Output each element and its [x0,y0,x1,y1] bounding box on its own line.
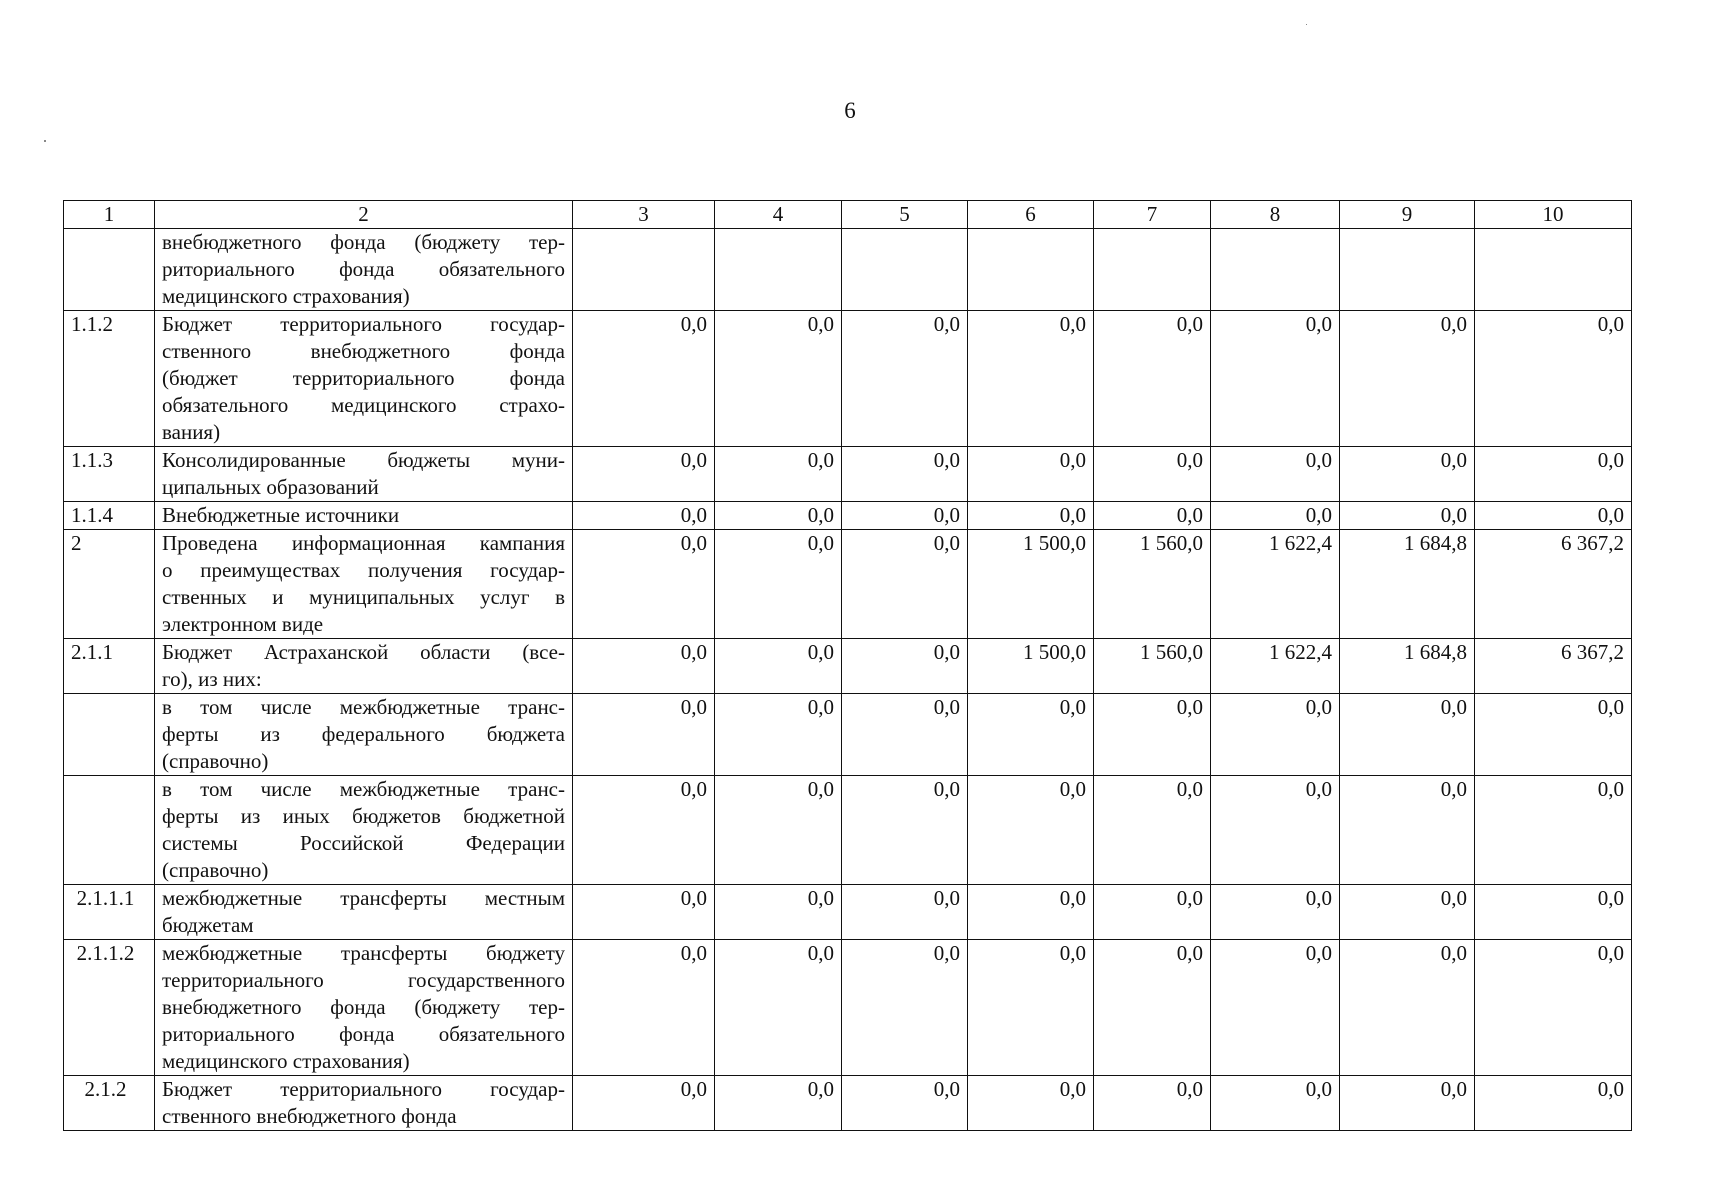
row-code: 2.1.1.1 [64,885,155,940]
value-cell: 0,0 [573,885,715,940]
budget-table [63,200,1632,1131]
value-cell: 1 684,8 [1340,530,1475,639]
row-description [155,694,573,776]
value-cell: 6 367,2 [1475,530,1632,639]
description-line: ственного внебюджетного фонда [162,339,565,363]
value-cell [1340,229,1475,311]
column-number: 5 [842,201,968,229]
column-number-row [64,201,1632,229]
value-cell [1475,229,1632,311]
value-cell: 0,0 [968,311,1094,447]
value-cell: 0,0 [968,776,1094,885]
table-row [64,502,1632,530]
value-cell: 1 560,0 [1094,530,1211,639]
value-cell: 0,0 [573,447,715,502]
value-cell: 1 684,8 [1340,639,1475,694]
description-line: бюджетам [162,913,254,937]
value-cell: 0,0 [715,502,842,530]
table-row [64,447,1632,502]
column-number: 1 [64,201,155,229]
row-description [155,1076,573,1131]
value-cell: 0,0 [1340,1076,1475,1131]
value-cell: 0,0 [1094,940,1211,1076]
row-description [155,311,573,447]
value-cell: 1 500,0 [968,639,1094,694]
column-number: 6 [968,201,1094,229]
value-cell: 0,0 [968,1076,1094,1131]
value-cell: 0,0 [573,530,715,639]
description-line: территориального государственного [162,968,565,992]
value-cell: 0,0 [1340,502,1475,530]
value-cell: 0,0 [968,940,1094,1076]
description-line: ферты из федерального бюджета [162,722,565,746]
description-line: (справочно) [162,749,269,773]
table-row [64,1076,1632,1131]
value-cell: 0,0 [1094,885,1211,940]
value-cell [715,229,842,311]
value-cell: 0,0 [573,776,715,885]
description-line: риториального фонда обязательного [162,257,565,281]
value-cell: 0,0 [1211,447,1340,502]
value-cell: 0,0 [968,694,1094,776]
row-code: 1.1.3 [64,447,155,502]
value-cell: 0,0 [1094,1076,1211,1131]
description-line: о преимуществах получения государ- [162,558,565,582]
row-code: 2.1.2 [64,1076,155,1131]
value-cell: 0,0 [1475,885,1632,940]
description-line: межбюджетные трансферты бюджету [162,941,565,965]
value-cell: 0,0 [1475,502,1632,530]
scan-speck [44,140,46,142]
table-row [64,940,1632,1076]
value-cell [573,229,715,311]
value-cell: 0,0 [1094,502,1211,530]
value-cell: 0,0 [1475,311,1632,447]
value-cell: 0,0 [1340,694,1475,776]
value-cell: 0,0 [715,1076,842,1131]
row-description [155,229,573,311]
value-cell: 0,0 [573,940,715,1076]
value-cell: 0,0 [715,530,842,639]
value-cell: 0,0 [842,502,968,530]
description-line: внебюджетного фонда (бюджету тер- [162,230,565,254]
description-line: Бюджет территориального государ- [162,312,565,336]
description-line: электронном виде [162,612,324,636]
value-cell [968,229,1094,311]
column-number: 10 [1475,201,1632,229]
value-cell: 0,0 [1211,311,1340,447]
description-line: Консолидированные бюджеты муни- [162,448,565,472]
value-cell: 1 622,4 [1211,530,1340,639]
value-cell: 0,0 [1094,776,1211,885]
column-number: 4 [715,201,842,229]
value-cell: 0,0 [573,502,715,530]
value-cell: 0,0 [573,639,715,694]
value-cell: 0,0 [1475,1076,1632,1131]
value-cell: 0,0 [1340,885,1475,940]
value-cell: 0,0 [573,694,715,776]
value-cell: 0,0 [968,885,1094,940]
value-cell: 0,0 [1211,1076,1340,1131]
page-number: 6 [844,98,856,123]
description-line: Бюджет территориального государ- [162,1077,565,1101]
column-number: 2 [155,201,573,229]
table-row [64,776,1632,885]
table-row [64,694,1632,776]
scan-speck [1306,24,1307,25]
column-number: 9 [1340,201,1475,229]
value-cell: 0,0 [715,639,842,694]
value-cell: 0,0 [1094,447,1211,502]
table-row [64,311,1632,447]
description-line: ципальных образований [162,475,379,499]
description-line: вания) [162,420,221,444]
description-line: медицинского страхования) [162,284,410,308]
value-cell: 0,0 [842,311,968,447]
description-line: в том числе межбюджетные транс- [162,777,565,801]
value-cell: 6 367,2 [1475,639,1632,694]
value-cell: 0,0 [1475,447,1632,502]
description-line: Внебюджетные источники [162,503,400,527]
value-cell: 0,0 [842,639,968,694]
row-description [155,530,573,639]
column-number: 3 [573,201,715,229]
value-cell: 0,0 [1211,885,1340,940]
description-line: обязательного медицинского страхо- [162,393,565,417]
row-description [155,447,573,502]
value-cell: 0,0 [842,940,968,1076]
description-line: системы Российской Федерации [162,831,565,855]
value-cell: 0,0 [573,311,715,447]
row-code: 2 [64,530,155,639]
value-cell: 0,0 [573,1076,715,1131]
value-cell: 0,0 [1211,694,1340,776]
description-line: ственного внебюджетного фонда [162,1104,457,1128]
value-cell: 0,0 [1340,311,1475,447]
row-code [64,229,155,311]
description-line: в том числе межбюджетные транс- [162,695,565,719]
row-code: 1.1.4 [64,502,155,530]
value-cell [842,229,968,311]
description-line: медицинского страхования) [162,1049,410,1073]
row-description [155,940,573,1076]
row-code [64,694,155,776]
value-cell: 0,0 [842,694,968,776]
value-cell: 1 500,0 [968,530,1094,639]
value-cell: 0,0 [1340,776,1475,885]
value-cell: 0,0 [1340,447,1475,502]
row-code: 2.1.1.2 [64,940,155,1076]
description-line: риториального фонда обязательного [162,1022,565,1046]
value-cell: 0,0 [1211,776,1340,885]
table-row [64,229,1632,311]
description-line: Бюджет Астраханской области (все- [162,640,565,664]
description-line: межбюджетные трансферты местным [162,886,565,910]
row-description [155,776,573,885]
value-cell: 0,0 [715,694,842,776]
table-row [64,885,1632,940]
description-line: ственных и муниципальных услуг в [162,585,565,609]
row-description [155,639,573,694]
description-line: внебюджетного фонда (бюджету тер- [162,995,565,1019]
value-cell: 0,0 [1340,940,1475,1076]
column-number: 7 [1094,201,1211,229]
value-cell [1094,229,1211,311]
description-line: (справочно) [162,858,269,882]
value-cell: 0,0 [968,447,1094,502]
value-cell [1211,229,1340,311]
value-cell: 0,0 [842,776,968,885]
description-line: го), из них: [162,667,262,691]
value-cell: 0,0 [1094,311,1211,447]
value-cell: 0,0 [842,530,968,639]
value-cell: 0,0 [715,311,842,447]
value-cell: 0,0 [1211,502,1340,530]
description-line: ферты из иных бюджетов бюджетной [162,804,565,828]
row-description [155,502,573,530]
table-row [64,639,1632,694]
value-cell: 1 622,4 [1211,639,1340,694]
value-cell: 0,0 [1475,940,1632,1076]
description-line: (бюджет территориального фонда [162,366,565,390]
value-cell: 0,0 [715,447,842,502]
row-code: 1.1.2 [64,311,155,447]
value-cell: 0,0 [842,447,968,502]
value-cell: 1 560,0 [1094,639,1211,694]
description-line: Проведена информационная кампания [162,531,565,555]
value-cell: 0,0 [968,502,1094,530]
value-cell: 0,0 [1211,940,1340,1076]
value-cell: 0,0 [842,1076,968,1131]
value-cell: 0,0 [715,885,842,940]
table-row [64,530,1632,639]
row-code [64,776,155,885]
value-cell: 0,0 [1475,694,1632,776]
value-cell: 0,0 [1475,776,1632,885]
row-code: 2.1.1 [64,639,155,694]
value-cell: 0,0 [715,940,842,1076]
table-body [64,229,1632,1131]
value-cell: 0,0 [715,776,842,885]
value-cell: 0,0 [842,885,968,940]
column-number: 8 [1211,201,1340,229]
row-description [155,885,573,940]
value-cell: 0,0 [1094,694,1211,776]
